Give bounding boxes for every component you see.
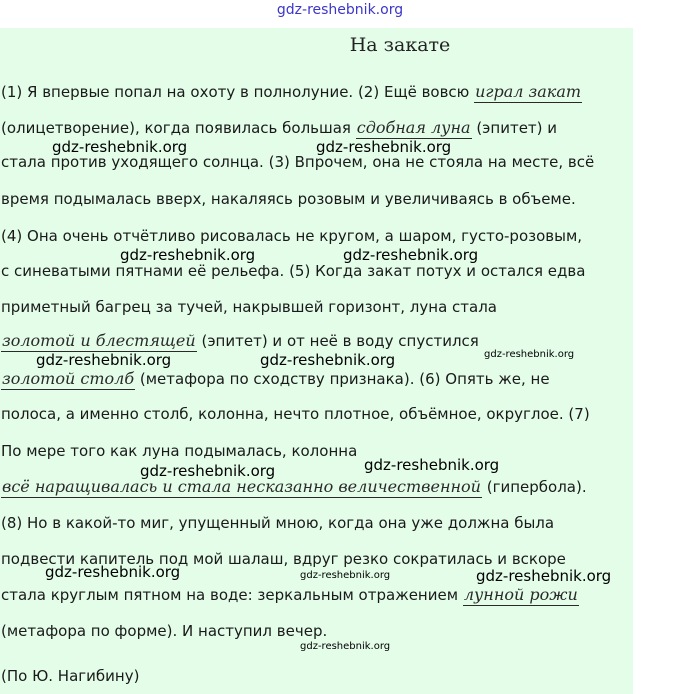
watermark: gdz-reshebnik.org bbox=[364, 456, 500, 474]
text-line: полоса, а именно столб, колонна, нечто плотное, объёмное, округлое. (7) bbox=[1, 405, 590, 423]
text-line: золотой и блестящей (эпитет) и от неё в воду спустился bbox=[2, 331, 479, 350]
text-line: всё наращивалась и стала несказанно величественной (гипербола). bbox=[2, 477, 587, 496]
handwritten-answer: золотой и блестящей bbox=[2, 331, 196, 350]
watermark: gdz-reshebnik.org bbox=[484, 349, 575, 360]
text-line: приметный багрец за тучей, накрывшей горизонт, луна стала bbox=[1, 298, 497, 316]
handwritten-answer: лунной рожи bbox=[463, 585, 578, 604]
watermark: gdz-reshebnik.org bbox=[476, 567, 612, 585]
document-title: На закате bbox=[349, 34, 451, 56]
watermark: gdz-reshebnik.org bbox=[260, 351, 396, 369]
handwritten-answer: сдобная луна bbox=[356, 118, 471, 137]
handwritten-answer: играл закат bbox=[475, 82, 582, 101]
handwritten-answer: золотой столб bbox=[2, 369, 135, 388]
handwritten-answer: всё наращивалась и стала несказанно величественной bbox=[2, 477, 481, 496]
text-line: (1) Я впервые попал на охоту в полнолуние. (2) Ещё вовсю играл закат bbox=[1, 82, 582, 101]
text-line: время подымалась вверх, накаляясь розовым и увеличиваясь в объеме. bbox=[1, 190, 576, 208]
text-line: золотой столб (метафора по сходству признака). (6) Опять же, не bbox=[2, 369, 550, 388]
text-line: с синеватыми пятнами её рельефа. (5) Когда закат потух и остался едва bbox=[1, 262, 586, 280]
text-line: (метафора по форме). И наступил вечер. bbox=[1, 622, 328, 640]
text-line: (олицетворение), когда появилась большая сдобная луна (эпитет) и bbox=[1, 118, 558, 137]
text-line: подвести капитель под мой шалаш, вдруг резко сократилась и вскоре bbox=[1, 550, 566, 568]
watermark: gdz-reshebnik.org bbox=[52, 138, 188, 156]
text-line: стала круглым пятном на воде: зеркальным отражением лунной рожи bbox=[1, 585, 578, 604]
watermark: gdz-reshebnik.org bbox=[343, 246, 479, 264]
text-line: стала против уходящего солнца. (3) Впрочем, она не стояла на месте, всё bbox=[1, 153, 595, 171]
watermark: gdz-reshebnik.org bbox=[45, 563, 181, 581]
text-line: (8) Но в какой-то миг, упущенный мною, когда она уже должна была bbox=[1, 514, 555, 532]
text-line: (По Ю. Нагибину) bbox=[1, 667, 140, 685]
watermark: gdz-reshebnik.org bbox=[140, 462, 276, 480]
watermark: gdz-reshebnik.org bbox=[316, 138, 452, 156]
text-line: По мере того как луна подымалась, колонна bbox=[1, 442, 358, 460]
watermark: gdz-reshebnik.org bbox=[300, 641, 391, 652]
watermark: gdz-reshebnik.org bbox=[300, 570, 391, 581]
watermark: gdz-reshebnik.org bbox=[120, 246, 256, 264]
site-watermark-top: gdz-reshebnik.org bbox=[276, 2, 404, 18]
text-line: (4) Она очень отчётливо рисовалась не кругом, а шаром, густо-розовым, bbox=[1, 227, 583, 245]
watermark: gdz-reshebnik.org bbox=[36, 351, 172, 369]
